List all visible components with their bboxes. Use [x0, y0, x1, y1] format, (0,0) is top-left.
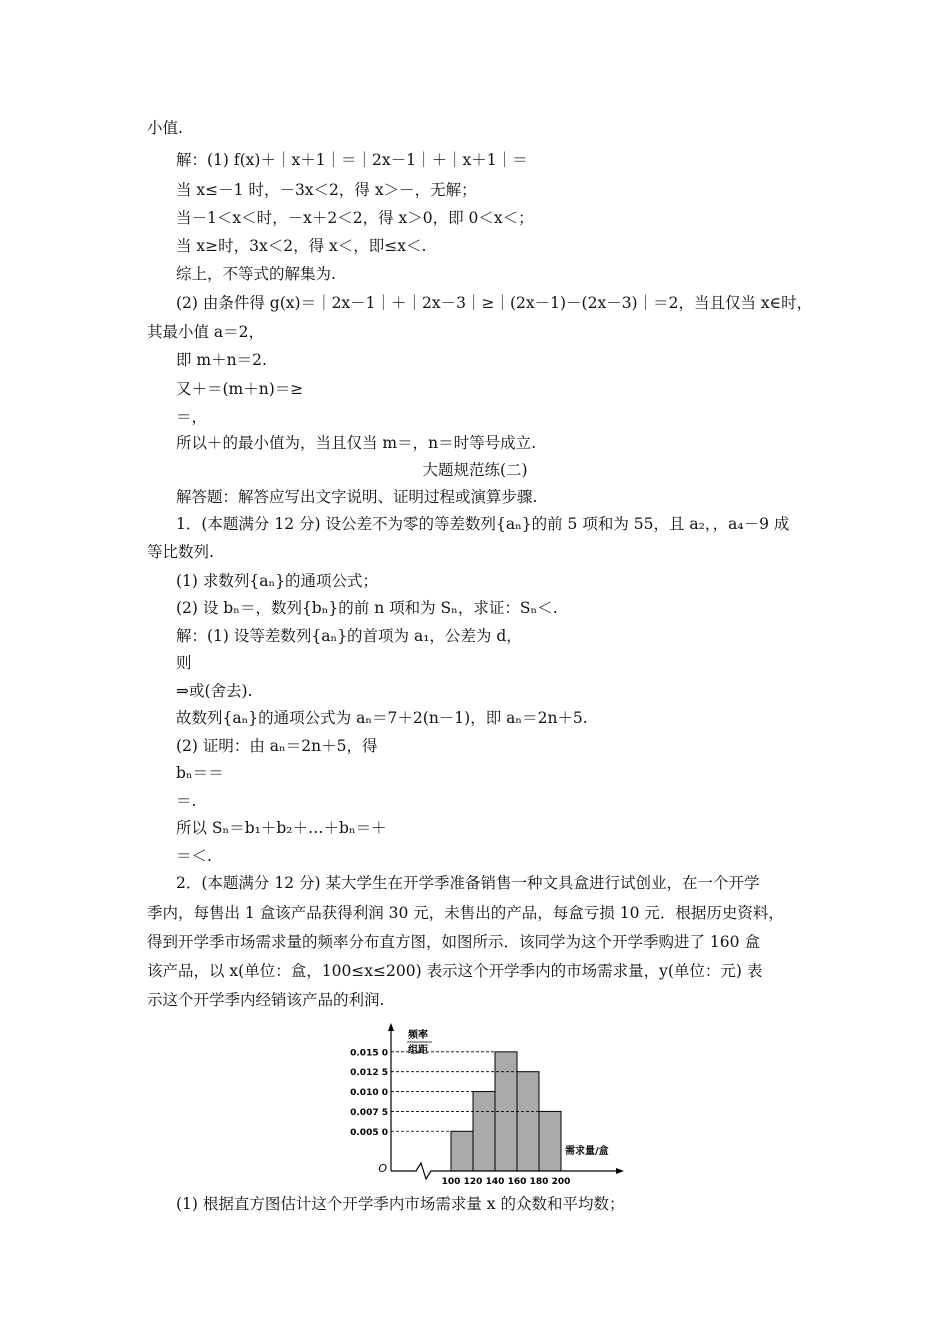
histogram-bar	[451, 1131, 473, 1171]
frequency-histogram	[350, 1012, 630, 1187]
text-line: ＝＜.	[176, 847, 212, 865]
x-tick-label: 140	[485, 1177, 505, 1187]
text-line: 又＋＝(m＋n)＝≥	[176, 380, 304, 398]
x-tick-label: 180	[529, 1177, 549, 1187]
histogram-bar	[517, 1072, 539, 1171]
y-tick-label: 0.010 0	[350, 1088, 388, 1099]
text-line: 季内，每售出 1 盒该产品获得利润 30 元，未售出的产品，每盒亏损 10 元．根据历史资料，	[147, 904, 784, 922]
x-axis-arrow	[616, 1168, 624, 1174]
text-line: (2) 证明：由 aₙ＝2n＋5，得	[176, 737, 378, 755]
text-line: (2) 设 bₙ＝，数列{bₙ}的前 n 项和为 Sₙ，求证：Sₙ＜.	[176, 599, 558, 617]
text-line: 故数列{aₙ}的通项公式为 aₙ＝7＋2(n－1)，即 aₙ＝2n＋5.	[176, 709, 588, 727]
text-line: (2) 由条件得 g(x)＝｜2x－1｜＋｜2x－3｜≥｜(2x－1)－(2x－3)｜＝2，当且仅当 x∈时，	[176, 294, 813, 312]
text-line: 示这个开学季内经销该产品的利润.	[147, 991, 385, 1009]
x-tick-label: 160	[507, 1177, 527, 1187]
x-tick-label: 100	[441, 1177, 461, 1187]
text-line: 该产品，以 x(单位：盒，100≤x≤200) 表示这个开学季内的市场需求量，y(单位：元) 表	[147, 962, 763, 980]
text-line: 等比数列.	[147, 543, 214, 561]
text-line: bₙ＝＝	[176, 764, 224, 782]
text-line: 小值.	[147, 119, 183, 137]
y-axis-arrow	[388, 1023, 394, 1031]
text-line: ＝，	[176, 408, 208, 426]
section-heading: 大题规范练(二)	[422, 461, 528, 479]
text-line: 得到开学季市场需求量的频率分布直方图，如图所示．该同学为这个开学季购进了 160 盒	[147, 933, 760, 951]
x-tick-label: 200	[551, 1177, 571, 1187]
problem-2-text: 2．(本题满分 12 分) 某大学生在开学季准备销售一种文具盒进行试创业，在一个开学	[176, 874, 760, 892]
text-line: 综上，不等式的解集为.	[176, 265, 336, 283]
histogram-bar	[539, 1111, 561, 1171]
y-label-bottom: 组距	[408, 1045, 428, 1056]
y-label-top: 频率	[408, 1030, 428, 1041]
origin-label: O	[378, 1162, 387, 1175]
text-line: 解答题：解答应写出文字说明、证明过程或演算步骤.	[176, 488, 538, 506]
text-line: ＝.	[176, 792, 197, 810]
y-tick-label: 0.012 5	[350, 1068, 388, 1079]
text-line: (1) 根据直方图估计这个开学季内市场需求量 x 的众数和平均数；	[176, 1195, 625, 1213]
x-axis-label: 需求量/盒	[565, 1146, 609, 1157]
y-tick-label: 0.015 0	[350, 1048, 388, 1059]
text-line: 所以 Sₙ＝b₁＋b₂＋…＋bₙ＝＋	[176, 819, 387, 837]
text-line: 则	[176, 654, 192, 672]
text-line: 当 x≥时，3x＜2，得 x＜，即≤x＜.	[176, 237, 427, 255]
text-line: ⇒或(舍去).	[176, 682, 253, 700]
text-line: 解：(1) 设等差数列{aₙ}的首项为 a₁，公差为 d，	[176, 627, 522, 645]
histogram-bar	[473, 1092, 495, 1171]
problem-1-text: 1．(本题满分 12 分) 设公差不为零的等差数列{aₙ}的前 5 项和为 55，且 a₂，，a₄－9 成	[176, 515, 790, 533]
text-line: 解：(1) f(x)＋｜x＋1｜＝｜2x－1｜＋｜x＋1｜＝	[176, 151, 528, 169]
text-line: 其最小值 a＝2，	[147, 323, 265, 341]
y-tick-label: 0.005 0	[350, 1127, 388, 1138]
text-line: 所以＋的最小值为，当且仅当 m＝，n＝时等号成立.	[176, 434, 537, 452]
text-line: 当 x≤－1 时，－3x＜2，得 x＞－，无解；	[176, 181, 477, 199]
text-line: 当－1＜x＜时，－x＋2＜2，得 x＞0，即 0＜x＜；	[176, 209, 534, 227]
text-line: 即 m＋n＝2.	[176, 351, 267, 369]
y-tick-label: 0.007 5	[350, 1107, 388, 1118]
text-line: (1) 求数列{aₙ}的通项公式；	[176, 572, 379, 590]
x-tick-label: 120	[463, 1177, 483, 1187]
